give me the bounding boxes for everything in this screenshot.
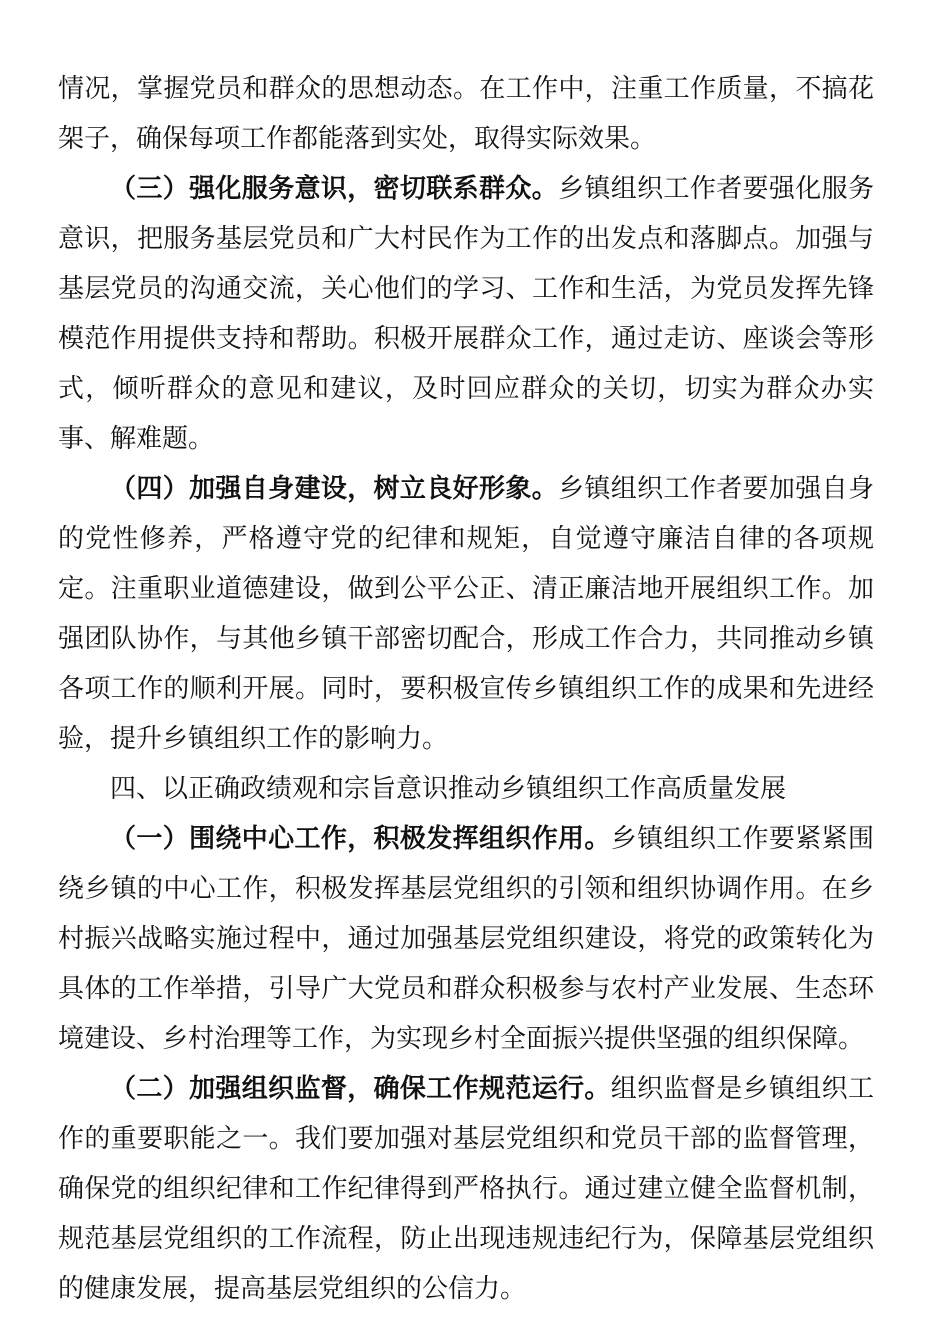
section-title-text: 四、以正确政绩观和宗旨意识推动乡镇组织工作高质量发展 xyxy=(110,774,787,804)
paragraph-heading: （一）围绕中心工作，积极发挥组织作用。 xyxy=(110,824,611,854)
paragraph-text: 情况，掌握党员和群众的思想动态。在工作中，注重工作质量，不搞花架子，确保每项工作都能落到实处，取得实际效果。 xyxy=(58,74,874,154)
document-page xyxy=(58,64,874,1314)
paragraph-text: 组织监督是乡镇组织工作的重要职能之一。我们要加强对基层党组织和党员干部的监督管理，确保党的组织纪律和工作纪律得到严格执行。通过建立健全监督机制，规范基层党组织的工作流程，防止出现违规违纪行为，保障基层党组织的健康发展，提高基层党组织的公信力。 xyxy=(58,1074,874,1304)
paragraph-supervision xyxy=(58,1064,874,1314)
paragraph-text: 乡镇组织工作者要强化服务意识，把服务基层党员和广大村民作为工作的出发点和落脚点。加强与基层党员的沟通交流，关心他们的学习、工作和生活，为党员发挥先锋模范作用提供支持和帮助。积极开展群众工作，通过走访、座谈会等形式，倾听群众的意见和建议，及时回应群众的关切，切实为群众办实事、解难题。 xyxy=(58,174,874,454)
paragraph-continuation xyxy=(58,64,874,164)
paragraph-heading: （三）强化服务意识，密切联系群众。 xyxy=(110,174,559,204)
paragraph-service-awareness xyxy=(58,164,874,464)
paragraph-heading: （二）加强组织监督，确保工作规范运行。 xyxy=(110,1074,611,1104)
paragraph-self-building xyxy=(58,464,874,764)
section-title xyxy=(58,764,874,814)
paragraph-central-work xyxy=(58,814,874,1064)
paragraph-text: 乡镇组织工作要紧紧围绕乡镇的中心工作，积极发挥基层党组织的引领和组织协调作用。在乡村振兴战略实施过程中，通过加强基层党组织建设，将党的政策转化为具体的工作举措，引导广大党员和群众积极参与农村产业发展、生态环境建设、乡村治理等工作，为实现乡村全面振兴提供坚强的组织保障。 xyxy=(58,824,874,1054)
paragraph-heading: （四）加强自身建设，树立良好形象。 xyxy=(110,474,559,504)
paragraph-text: 乡镇组织工作者要加强自身的党性修养，严格遵守党的纪律和规矩，自觉遵守廉洁自律的各项规定。注重职业道德建设，做到公平公正、清正廉洁地开展组织工作。加强团队协作，与其他乡镇干部密切配合，形成工作合力，共同推动乡镇各项工作的顺利开展。同时，要积极宣传乡镇组织工作的成果和先进经验，提升乡镇组织工作的影响力。 xyxy=(58,474,874,754)
